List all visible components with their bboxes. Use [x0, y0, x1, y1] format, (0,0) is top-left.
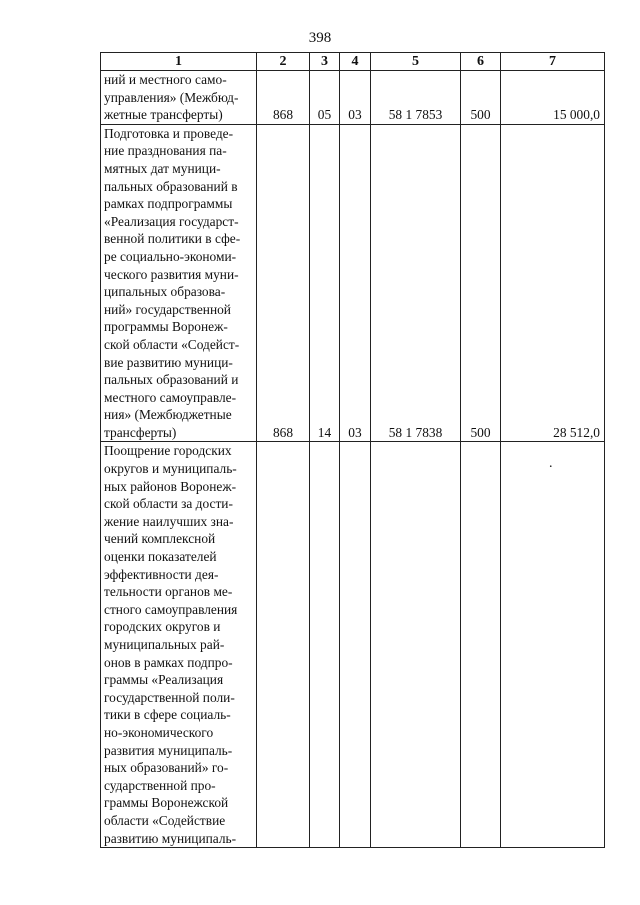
- table-row: [101, 124, 605, 442]
- cell-col-4: 03: [340, 124, 371, 442]
- header-col-4: 4: [340, 53, 371, 71]
- table-row: [101, 442, 605, 848]
- header-col-1: 1: [101, 53, 257, 71]
- cell-amount: [501, 442, 605, 848]
- row-description: Подготовка и проведе- ние празднования па- мятных дат муници- пальных образований в рамках подпрограммы «Реализация государст- венной политики в сфе- ре социально-экономи- ческого развития муни- ципальных образова- ний» государственной программы Воронеж- ской области «Содейст- вие развитию муници- пальных образований и местного самоуправле- ния» (Межбюджетные трансферты): [101, 124, 257, 442]
- row-description: Поощрение городских округов и муниципаль- ных районов Воронеж- ской области за дости- жение наилучших зна- чений комплексной оценки показателей эффективности дея- тельности органов ме- стного самоуправления городских округов и муниципальных рай- онов в рамках подпро- граммы «Реализация государственной поли- тики в сфере социаль- но-экономического развития муниципаль- ных образований» го- сударственной про- граммы Воронежской области «Содействие развитию муниципаль-: [101, 442, 257, 848]
- budget-table: [100, 52, 605, 848]
- stray-mark: .: [549, 456, 553, 471]
- cell-col-6: [461, 442, 501, 848]
- cell-col-2: 868: [257, 71, 310, 125]
- header-col-6: 6: [461, 53, 501, 71]
- cell-col-3: [310, 442, 340, 848]
- header-col-7: 7: [501, 53, 605, 71]
- page-number: 398: [308, 30, 332, 46]
- cell-col-5: 58 1 7838: [371, 124, 461, 442]
- header-col-2: 2: [257, 53, 310, 71]
- header-col-5: 5: [371, 53, 461, 71]
- cell-col-6: 500: [461, 124, 501, 442]
- header-col-3: 3: [310, 53, 340, 71]
- cell-col-5: 58 1 7853: [371, 71, 461, 125]
- cell-col-6: 500: [461, 71, 501, 125]
- cell-col-3: 14: [310, 124, 340, 442]
- cell-col-4: [340, 442, 371, 848]
- cell-amount: 15 000,0: [501, 71, 605, 125]
- table-row: [101, 71, 605, 125]
- cell-amount: 28 512,0: [501, 124, 605, 442]
- cell-col-2: 868: [257, 124, 310, 442]
- cell-col-5: [371, 442, 461, 848]
- row-description: ний и местного само- управления» (Межбюд- жетные трансферты): [101, 71, 257, 125]
- cell-col-4: 03: [340, 71, 371, 125]
- cell-col-2: [257, 442, 310, 848]
- table-header-row: [101, 53, 605, 71]
- cell-col-3: 05: [310, 71, 340, 125]
